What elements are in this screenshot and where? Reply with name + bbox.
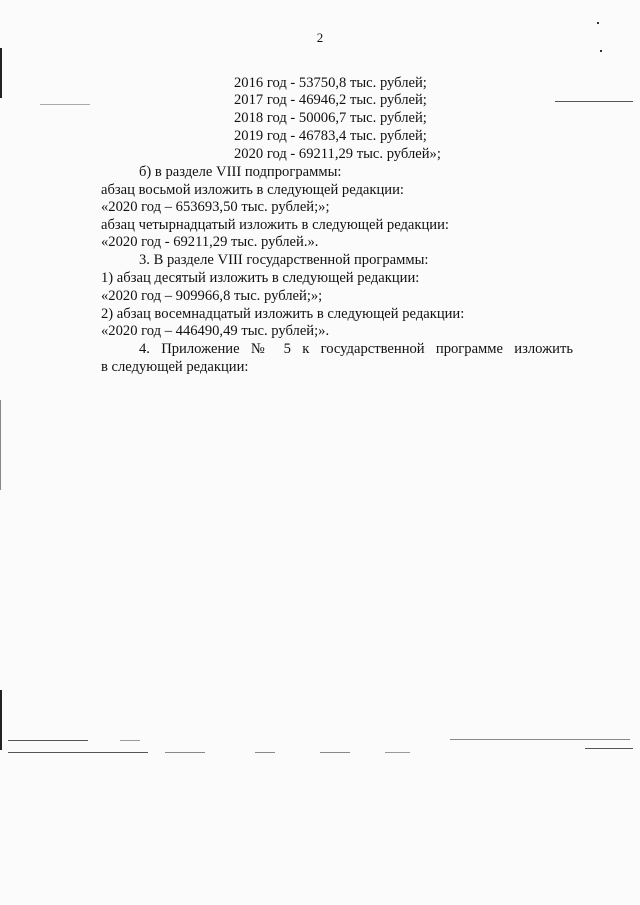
paragraph-eighteenth-abzac: 2) абзац восемнадцатый изложить в следующей редакции: xyxy=(101,306,465,322)
budget-line-2016: 2016 год - 53750,8 тыс. рублей; xyxy=(234,75,427,91)
paragraph-quote-446490: «2020 год – 446490,49 тыс. рублей;». xyxy=(101,323,330,339)
paragraph-quote-69211: «2020 год - 69211,29 тыс. рублей.». xyxy=(101,234,319,250)
scan-bottom-dash-1 xyxy=(8,740,88,741)
scan-bottom-dash-7 xyxy=(320,752,350,753)
page-number: 2 xyxy=(316,30,324,45)
paragraph-quote-653693: «2020 год – 653693,50 тыс. рублей;»; xyxy=(101,199,330,215)
paragraph-section-viii-subprogram: б) в разделе VIII подпрограммы: xyxy=(139,164,342,180)
paragraph-item-4: 4. Приложение № 5 к государственной программе изложить xyxy=(139,341,573,357)
scan-bottom-dash-3 xyxy=(450,739,630,740)
budget-line-2017: 2017 год - 46946,2 тыс. рублей; xyxy=(234,92,427,108)
paragraph-quote-909966: «2020 год – 909966,8 тыс. рублей;»; xyxy=(101,288,323,304)
budget-line-2018: 2018 год - 50006,7 тыс. рублей; xyxy=(234,110,427,126)
paragraph-item-4-continuation: в следующей редакции: xyxy=(101,359,249,375)
paragraph-fourteenth-abzac: абзац четырнадцатый изложить в следующей редакции: xyxy=(101,217,449,233)
scan-edge-mark-bottom xyxy=(0,690,2,750)
scan-dash-right xyxy=(555,101,633,102)
scan-edge-mark-middle xyxy=(0,400,1,490)
scan-bottom-dash-4 xyxy=(8,752,148,753)
paragraph-item-3: 3. В разделе VIII государственной программы: xyxy=(139,252,429,268)
paragraph-tenth-abzac: 1) абзац десятый изложить в следующей редакции: xyxy=(101,270,420,286)
scan-dash-left xyxy=(40,104,90,105)
scan-bottom-dash-6 xyxy=(255,752,275,753)
scan-bottom-dash-2 xyxy=(120,740,140,741)
scan-bottom-dash-9 xyxy=(585,748,633,749)
scan-bottom-dash-5 xyxy=(165,752,205,753)
scan-speck-2 xyxy=(600,50,602,52)
budget-line-2020: 2020 год - 69211,29 тыс. рублей»; xyxy=(234,146,441,162)
scan-speck-1 xyxy=(597,22,599,24)
scan-edge-mark-top xyxy=(0,48,2,98)
paragraph-eighth-abzac: абзац восьмой изложить в следующей редакции: xyxy=(101,182,404,198)
budget-line-2019: 2019 год - 46783,4 тыс. рублей; xyxy=(234,128,427,144)
scan-bottom-dash-8 xyxy=(385,752,410,753)
